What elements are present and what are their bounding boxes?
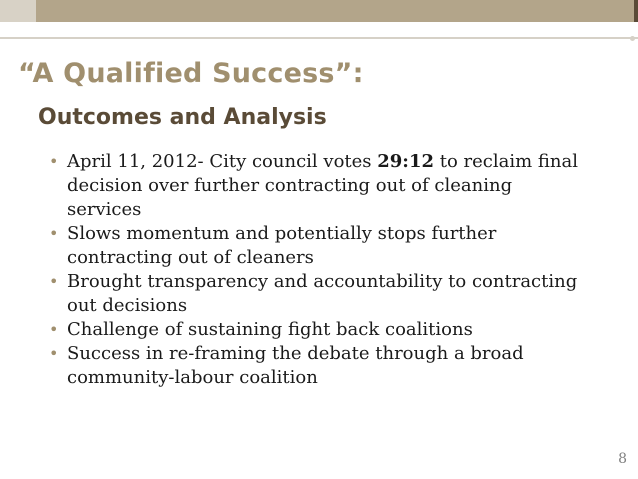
bullet-text: Brought transparency and accountability to contracting out decisions [67, 271, 578, 316]
bullet-text-pre: April 11, 2012- City council votes [67, 151, 378, 172]
bullet-dot-icon: • [49, 320, 59, 339]
vote-count: 29:12 [377, 151, 434, 172]
page-number: 8 [618, 451, 627, 467]
bullet-dot-icon: • [49, 224, 59, 243]
bullet-dot-icon: • [49, 272, 59, 291]
bullet-text: Success in re-framing the debate through a broad community-labour coalition [67, 343, 524, 388]
bullet-dot-icon: • [49, 344, 59, 363]
bullet-text-post: to reclaim final decision over further contracting out of cleaning services [67, 151, 578, 220]
top-bar-dark-segment [634, 0, 638, 22]
bullet-text: Challenge of sustaining fight back coalitions [67, 319, 473, 340]
top-decorative-bar [0, 0, 638, 22]
top-bar-main-segment [36, 0, 634, 22]
bullet-list [47, 150, 592, 390]
slide-title: “A Qualified Success”: [18, 58, 364, 89]
bullet-dot-icon: • [49, 152, 59, 171]
bullet-item [47, 150, 592, 222]
top-bar-light-segment [0, 0, 36, 22]
bullet-item [47, 222, 592, 270]
bullet-item [47, 270, 592, 318]
bullet-text: Slows momentum and potentially stops further contracting out of cleaners [67, 223, 497, 268]
title-divider-line [0, 37, 638, 39]
bullet-item [47, 342, 592, 390]
slide-subtitle: Outcomes and Analysis [38, 105, 327, 130]
bullet-item [47, 318, 592, 342]
divider-end-dot [630, 36, 635, 41]
